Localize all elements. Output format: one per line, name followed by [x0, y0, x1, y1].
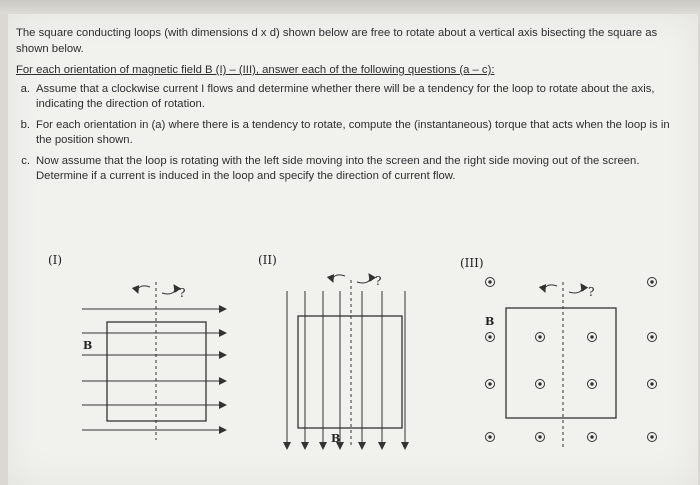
field-dot-icon	[536, 380, 545, 389]
figure-1	[82, 282, 226, 440]
field-dot-icon	[536, 333, 545, 342]
field-dot-icon	[648, 278, 657, 287]
field-dot-icon	[588, 433, 597, 442]
figure-3-label: (III)	[460, 256, 484, 270]
rotation-arrow-icon	[138, 286, 150, 293]
rotation-arrow-icon	[545, 285, 557, 292]
rotation-question-mark: ?	[375, 274, 382, 288]
question-label: c.	[21, 154, 30, 167]
field-label: B	[485, 315, 495, 328]
rotation-question-mark: ?	[179, 286, 186, 300]
field-dot-icon	[648, 433, 657, 442]
question-text: Now assume that the loop is rotating with the left side moving into the screen and the right side moving out of the screen. Determine if a current is induced in the loop and specify the direction of current flow.	[36, 154, 640, 182]
problem-intro: The square conducting loops (with dimensions d x d) shown below are free to rotate about a vertical axis bisecting the square as shown below.	[16, 27, 658, 55]
field-dot-icon	[588, 380, 597, 389]
field-dot-icon	[486, 333, 495, 342]
field-dot-icon	[486, 380, 495, 389]
field-dot-icon	[486, 433, 495, 442]
conducting-loop	[506, 308, 616, 418]
rotation-arrow-icon	[569, 284, 582, 293]
rotation-arrow-icon	[357, 274, 370, 283]
question-label: b.	[20, 118, 30, 131]
field-dot-icon	[486, 278, 495, 287]
field-dot-icon	[588, 333, 597, 342]
conducting-loop	[298, 316, 402, 428]
rotation-question-mark: ?	[588, 285, 595, 299]
field-out-of-page	[486, 278, 657, 442]
field-label: B	[83, 339, 93, 352]
question-text: Assume that a clockwise current I flows and determine whether there will be a tendency for the loop to rotate about the axis, indicating the direction of rotation.	[36, 82, 655, 110]
figure-1-label: (I)	[48, 253, 63, 267]
rotation-arrow-icon	[162, 285, 175, 294]
question-text: For each orientation in (a) where there is a tendency to rotate, compute the (instantaneous) torque that acts when the loop is in the position shown.	[36, 118, 670, 146]
figure-2-label: (II)	[258, 253, 277, 267]
figure-3	[506, 282, 616, 448]
field-dot-icon	[648, 380, 657, 389]
figure-2	[287, 274, 405, 449]
field-label: B	[331, 432, 341, 445]
field-dot-icon	[648, 333, 657, 342]
field-dot-icon	[536, 433, 545, 442]
problem-heading: For each orientation of magnetic field B (I) – (III), answer each of the following questions (a – c):	[16, 64, 495, 76]
rotation-arrow-icon	[333, 275, 345, 282]
question-label: a.	[20, 82, 30, 95]
